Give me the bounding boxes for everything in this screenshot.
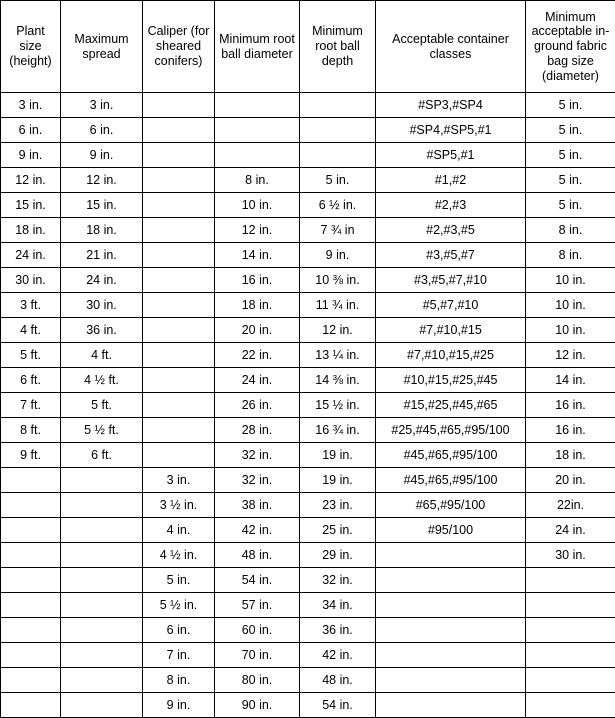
table-cell: 30 in. xyxy=(61,293,143,318)
table-cell: 30 in. xyxy=(1,268,61,293)
table-cell xyxy=(526,618,615,643)
table-cell xyxy=(143,268,215,293)
table-cell xyxy=(143,343,215,368)
table-cell: 16 ¾ in. xyxy=(300,418,376,443)
table-cell xyxy=(526,643,615,668)
table-cell xyxy=(143,118,215,143)
table-cell: 90 in. xyxy=(215,693,300,718)
table-cell: #SP3,#SP4 xyxy=(376,93,526,118)
table-cell xyxy=(61,643,143,668)
table-cell: 7 ¾ in xyxy=(300,218,376,243)
table-cell xyxy=(61,593,143,618)
table-cell: 21 in. xyxy=(61,243,143,268)
table-cell: 5 in. xyxy=(526,143,615,168)
table-cell: 80 in. xyxy=(215,668,300,693)
table-cell xyxy=(143,443,215,468)
table-cell xyxy=(61,493,143,518)
table-cell xyxy=(61,518,143,543)
table-cell: 5 ½ ft. xyxy=(61,418,143,443)
table-cell xyxy=(143,218,215,243)
table-cell: #3,#5,#7 xyxy=(376,243,526,268)
table-row xyxy=(1,693,615,718)
table-cell: 9 ft. xyxy=(1,443,61,468)
table-cell: 36 in. xyxy=(61,318,143,343)
table-row xyxy=(1,143,615,168)
table-cell: 10 in. xyxy=(526,268,615,293)
table-cell: 12 in. xyxy=(300,318,376,343)
table-cell xyxy=(300,93,376,118)
table-cell: 18 in. xyxy=(1,218,61,243)
table-header xyxy=(1,1,615,93)
table-cell: 28 in. xyxy=(215,418,300,443)
table-cell: 70 in. xyxy=(215,643,300,668)
table-cell: 29 in. xyxy=(300,543,376,568)
table-cell xyxy=(376,543,526,568)
table-cell: #10,#15,#25,#45 xyxy=(376,368,526,393)
table-cell: #SP5,#1 xyxy=(376,143,526,168)
table-body xyxy=(1,93,615,718)
table-cell: 20 in. xyxy=(215,318,300,343)
table-cell: #2,#3,#5 xyxy=(376,218,526,243)
table-cell: #7,#10,#15,#25 xyxy=(376,343,526,368)
table-cell xyxy=(215,93,300,118)
table-cell: 16 in. xyxy=(215,268,300,293)
column-header-min-fabric-bag-size: Minimum acceptable in-ground fabric bag size (diameter) xyxy=(526,1,615,93)
table-cell: 9 in. xyxy=(1,143,61,168)
table-cell: 42 in. xyxy=(300,643,376,668)
table-cell xyxy=(1,468,61,493)
table-cell: 18 in. xyxy=(526,443,615,468)
table-cell: 8 in. xyxy=(526,218,615,243)
column-header-plant-size: Plant size (height) xyxy=(1,1,61,93)
table-row xyxy=(1,418,615,443)
table-cell xyxy=(61,468,143,493)
table-cell xyxy=(61,543,143,568)
table-cell: 3 in. xyxy=(61,93,143,118)
table-cell: 12 in. xyxy=(215,218,300,243)
table-cell: 6 in. xyxy=(143,618,215,643)
table-cell: 36 in. xyxy=(300,618,376,643)
table-cell xyxy=(61,693,143,718)
table-cell: 16 in. xyxy=(526,393,615,418)
table-cell: 10 in. xyxy=(526,293,615,318)
table-cell: 10 ⅜ in. xyxy=(300,268,376,293)
table-cell: 8 in. xyxy=(215,168,300,193)
table-cell: 15 in. xyxy=(61,193,143,218)
table-cell: 15 ½ in. xyxy=(300,393,376,418)
table-cell: 5 in. xyxy=(526,168,615,193)
table-cell: 54 in. xyxy=(300,693,376,718)
table-cell: 10 in. xyxy=(526,318,615,343)
table-row xyxy=(1,468,615,493)
column-header-maximum-spread: Maximum spread xyxy=(61,1,143,93)
table-cell xyxy=(1,693,61,718)
table-row xyxy=(1,368,615,393)
table-cell: 13 ¼ in. xyxy=(300,343,376,368)
table-cell: 24 in. xyxy=(526,518,615,543)
table-cell: 6 in. xyxy=(1,118,61,143)
table-cell: 3 in. xyxy=(1,93,61,118)
table-cell: 26 in. xyxy=(215,393,300,418)
table-cell: 12 in. xyxy=(1,168,61,193)
table-cell xyxy=(1,668,61,693)
column-header-min-root-ball-depth: Minimum root ball depth xyxy=(300,1,376,93)
table-row xyxy=(1,668,615,693)
table-cell: 32 in. xyxy=(215,468,300,493)
table-cell xyxy=(376,593,526,618)
table-cell: 25 in. xyxy=(300,518,376,543)
table-cell: 38 in. xyxy=(215,493,300,518)
table-cell: 8 ft. xyxy=(1,418,61,443)
table-cell xyxy=(215,118,300,143)
table-cell: 32 in. xyxy=(300,568,376,593)
table-cell: 11 ¾ in. xyxy=(300,293,376,318)
table-cell xyxy=(526,668,615,693)
table-cell: 14 ⅜ in. xyxy=(300,368,376,393)
column-header-acceptable-container-classes: Acceptable container classes xyxy=(376,1,526,93)
table-cell: 6 ft. xyxy=(1,368,61,393)
table-cell: 24 in. xyxy=(1,243,61,268)
table-cell: 57 in. xyxy=(215,593,300,618)
table-row xyxy=(1,643,615,668)
table-cell: 7 ft. xyxy=(1,393,61,418)
table-cell: #15,#25,#45,#65 xyxy=(376,393,526,418)
table-cell xyxy=(1,543,61,568)
table-cell: 48 in. xyxy=(215,543,300,568)
table-row xyxy=(1,618,615,643)
table-cell xyxy=(300,118,376,143)
table-cell xyxy=(1,593,61,618)
table-cell: 9 in. xyxy=(300,243,376,268)
table-cell: 18 in. xyxy=(61,218,143,243)
table-row xyxy=(1,443,615,468)
table-cell: 6 ½ in. xyxy=(300,193,376,218)
table-cell: 8 in. xyxy=(143,668,215,693)
table-cell: 7 in. xyxy=(143,643,215,668)
table-cell: 19 in. xyxy=(300,468,376,493)
table-row xyxy=(1,493,615,518)
table-row xyxy=(1,318,615,343)
table-cell: #45,#65,#95/100 xyxy=(376,468,526,493)
table-cell: 24 in. xyxy=(61,268,143,293)
table-cell xyxy=(1,618,61,643)
table-cell: #25,#45,#65,#95/100 xyxy=(376,418,526,443)
table-row xyxy=(1,293,615,318)
table-cell: #2,#3 xyxy=(376,193,526,218)
table-cell: 15 in. xyxy=(1,193,61,218)
table-cell: 19 in. xyxy=(300,443,376,468)
table-cell: 12 in. xyxy=(61,168,143,193)
table-cell xyxy=(143,243,215,268)
table-cell: 20 in. xyxy=(526,468,615,493)
table-cell: 48 in. xyxy=(300,668,376,693)
table-cell: 5 in. xyxy=(526,118,615,143)
table-cell: #45,#65,#95/100 xyxy=(376,443,526,468)
table-cell: 3 ½ in. xyxy=(143,493,215,518)
table-cell xyxy=(143,143,215,168)
table-cell xyxy=(376,568,526,593)
table-cell: 8 in. xyxy=(526,243,615,268)
table-cell xyxy=(1,643,61,668)
table-row xyxy=(1,343,615,368)
table-cell: 6 in. xyxy=(61,118,143,143)
table-cell xyxy=(1,568,61,593)
table-cell xyxy=(526,568,615,593)
table-cell xyxy=(526,693,615,718)
table-cell: 14 in. xyxy=(526,368,615,393)
table-row xyxy=(1,193,615,218)
table-cell: 9 in. xyxy=(61,143,143,168)
table-cell xyxy=(143,293,215,318)
table-cell: 4 ½ ft. xyxy=(61,368,143,393)
table-cell: 23 in. xyxy=(300,493,376,518)
table-row xyxy=(1,168,615,193)
table-cell: 6 ft. xyxy=(61,443,143,468)
table-row xyxy=(1,268,615,293)
column-header-min-root-ball-diameter: Minimum root ball diameter xyxy=(215,1,300,93)
table-cell xyxy=(376,693,526,718)
table-cell xyxy=(1,493,61,518)
table-cell: #7,#10,#15 xyxy=(376,318,526,343)
table-cell: 3 ft. xyxy=(1,293,61,318)
table-cell: 12 in. xyxy=(526,343,615,368)
table-cell: 18 in. xyxy=(215,293,300,318)
table-row xyxy=(1,543,615,568)
table-cell xyxy=(143,193,215,218)
table-cell xyxy=(61,668,143,693)
table-cell: 10 in. xyxy=(215,193,300,218)
table-cell: 32 in. xyxy=(215,443,300,468)
table-cell: 5 ft. xyxy=(61,393,143,418)
table-cell: 22in. xyxy=(526,493,615,518)
table-cell xyxy=(376,618,526,643)
table-cell: 14 in. xyxy=(215,243,300,268)
table-cell xyxy=(143,168,215,193)
table-cell: #5,#7,#10 xyxy=(376,293,526,318)
table-cell xyxy=(61,568,143,593)
table-cell xyxy=(1,518,61,543)
table-cell: 34 in. xyxy=(300,593,376,618)
table-cell: 4 ft. xyxy=(1,318,61,343)
column-header-caliper: Caliper (for sheared conifers) xyxy=(143,1,215,93)
table-cell: 5 in. xyxy=(526,93,615,118)
table-row xyxy=(1,393,615,418)
table-row xyxy=(1,593,615,618)
table-cell: 5 in. xyxy=(143,568,215,593)
table-cell: 30 in. xyxy=(526,543,615,568)
table-cell: #65,#95/100 xyxy=(376,493,526,518)
table-cell xyxy=(215,143,300,168)
table-row xyxy=(1,118,615,143)
table-cell xyxy=(300,143,376,168)
table-cell xyxy=(526,593,615,618)
table-cell: 4 ½ in. xyxy=(143,543,215,568)
table-cell xyxy=(143,393,215,418)
table-cell xyxy=(376,668,526,693)
table-row xyxy=(1,93,615,118)
table-cell: 22 in. xyxy=(215,343,300,368)
table-cell: 4 ft. xyxy=(61,343,143,368)
table-cell: 42 in. xyxy=(215,518,300,543)
table-cell xyxy=(143,318,215,343)
table-row xyxy=(1,243,615,268)
table-cell: 24 in. xyxy=(215,368,300,393)
table-cell: 9 in. xyxy=(143,693,215,718)
table-cell: 54 in. xyxy=(215,568,300,593)
table-cell: 4 in. xyxy=(143,518,215,543)
table-cell xyxy=(376,643,526,668)
table-cell: 60 in. xyxy=(215,618,300,643)
table-cell xyxy=(61,618,143,643)
table-cell: #SP4,#SP5,#1 xyxy=(376,118,526,143)
table-cell: 3 in. xyxy=(143,468,215,493)
table-cell: 5 in. xyxy=(526,193,615,218)
table-cell: 16 in. xyxy=(526,418,615,443)
table-row xyxy=(1,218,615,243)
table-cell xyxy=(143,368,215,393)
table-cell: #3,#5,#7,#10 xyxy=(376,268,526,293)
table-cell: 5 in. xyxy=(300,168,376,193)
table-cell: 5 ft. xyxy=(1,343,61,368)
table-cell: 5 ½ in. xyxy=(143,593,215,618)
table-cell: #95/100 xyxy=(376,518,526,543)
header-row xyxy=(1,1,615,93)
table-cell xyxy=(143,93,215,118)
table-row xyxy=(1,518,615,543)
table-row xyxy=(1,568,615,593)
table-cell: #1,#2 xyxy=(376,168,526,193)
table-cell xyxy=(143,418,215,443)
